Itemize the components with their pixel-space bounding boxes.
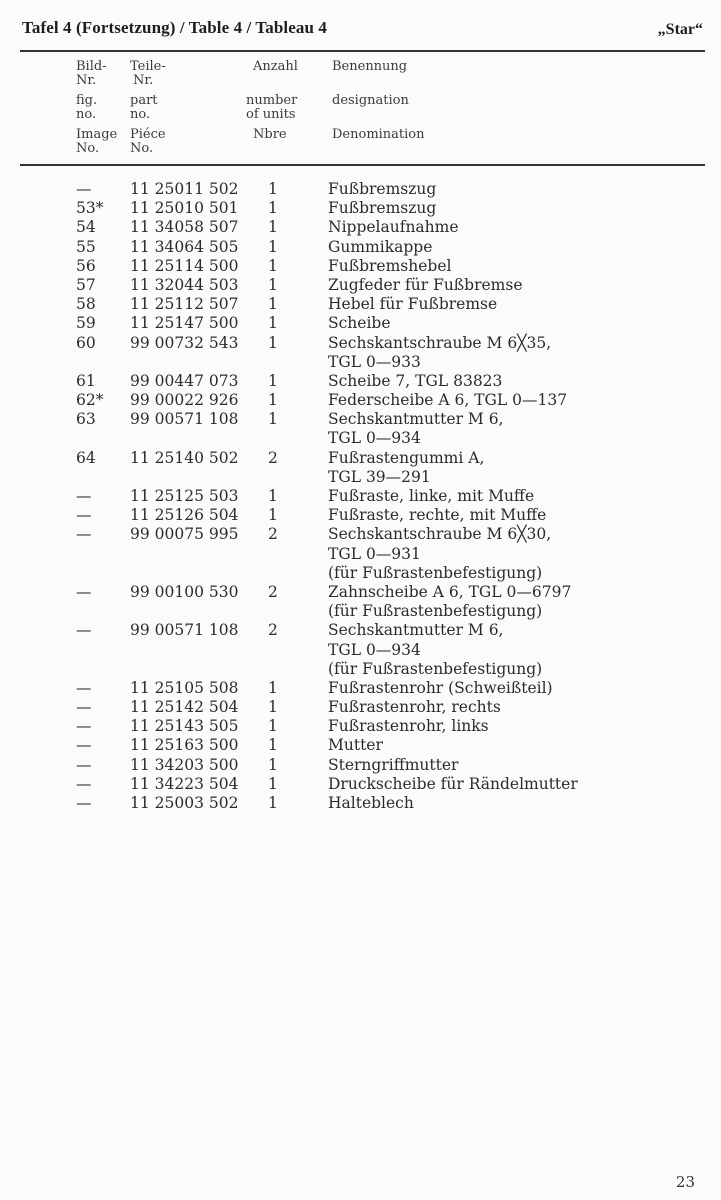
col-name-fr: Denomination xyxy=(332,127,425,142)
designation: Fußbremshebel xyxy=(328,256,452,275)
quantity: 1 xyxy=(268,237,278,256)
designation: Fußbremszug xyxy=(328,180,437,198)
part-number: 11 34064 505 xyxy=(130,237,239,256)
table-row-continuation xyxy=(0,468,721,487)
part-number: 11 34223 504 xyxy=(130,774,239,793)
quantity: 2 xyxy=(268,582,278,601)
designation: Sechskantmutter M 6, xyxy=(328,410,504,429)
quantity: 1 xyxy=(268,410,278,429)
col-fig-en-2: no. xyxy=(76,107,97,122)
fig-number: 60 xyxy=(76,333,96,352)
fig-number: 59 xyxy=(76,314,96,333)
table-row xyxy=(0,506,721,525)
designation: (für Fußrastenbefestigung) xyxy=(328,563,543,582)
col-part-fr-2: No. xyxy=(130,141,154,156)
table-row xyxy=(0,257,721,276)
fig-number: 55 xyxy=(76,237,96,256)
designation: Mutter xyxy=(328,736,383,755)
designation: Fußrastenrohr (Schweißteil) xyxy=(328,678,553,697)
part-number: 11 25010 501 xyxy=(130,199,239,218)
designation: Fußrastengummi A, xyxy=(328,448,485,467)
column-header-qty xyxy=(246,60,298,142)
designation: Hebel für Fußbremse xyxy=(328,295,498,314)
designation: Scheibe xyxy=(328,314,391,333)
fig-number: — xyxy=(76,755,92,774)
fig-number: 56 xyxy=(76,256,96,275)
fig-number: 58 xyxy=(76,295,96,314)
part-number: 11 32044 503 xyxy=(130,275,239,294)
table-row xyxy=(0,314,721,333)
quantity: 1 xyxy=(268,180,278,198)
designation: Fußrastenrohr, rechts xyxy=(328,698,501,717)
designation: Sterngriffmutter xyxy=(328,755,459,774)
table-row-continuation xyxy=(0,641,721,660)
table-row xyxy=(0,391,721,410)
part-number: 99 00100 530 xyxy=(130,582,239,601)
quantity: 1 xyxy=(268,774,278,793)
table-title: Tafel 4 (Fortsetzung) / Table 4 / Tableau 4 xyxy=(22,18,327,37)
designation: Halteblech xyxy=(328,794,414,812)
part-number: 11 25142 504 xyxy=(130,698,239,717)
fig-number: — xyxy=(76,621,92,640)
designation: TGL 0—934 xyxy=(328,640,421,659)
col-part-de: Teile- xyxy=(130,59,166,74)
table-row xyxy=(0,736,721,755)
designation: Druckscheibe für Rändelmutter xyxy=(328,774,578,793)
designation: Sechskantschraube M 6╳35, xyxy=(328,333,552,352)
col-fig-fr-2: No. xyxy=(76,141,100,156)
fig-number: — xyxy=(76,487,92,505)
parts-table xyxy=(0,180,721,813)
col-part-fr: Piéce xyxy=(130,127,166,142)
table-row xyxy=(0,199,721,218)
column-header-part xyxy=(130,60,166,156)
model-name: „Star“ xyxy=(657,21,703,38)
table-row xyxy=(0,679,721,698)
table-row-continuation xyxy=(0,545,721,564)
part-number: 11 25112 507 xyxy=(130,295,239,314)
quantity: 1 xyxy=(268,199,278,218)
part-number: 11 25143 505 xyxy=(130,717,239,736)
quantity: 1 xyxy=(268,275,278,294)
part-number: 99 00022 926 xyxy=(130,391,239,410)
header-divider xyxy=(20,164,705,166)
table-row xyxy=(0,621,721,640)
quantity: 1 xyxy=(268,678,278,697)
designation: Sechskantmutter M 6, xyxy=(328,621,504,640)
column-header-fig xyxy=(76,60,117,156)
fig-number: — xyxy=(76,525,92,544)
fig-number: 61 xyxy=(76,371,96,390)
part-number: 11 34058 507 xyxy=(130,218,239,237)
table-row xyxy=(0,238,721,257)
designation: TGL 0—934 xyxy=(328,429,421,448)
part-number: 11 25114 500 xyxy=(130,256,239,275)
col-qty-en: number xyxy=(246,93,298,108)
designation: Scheibe 7, TGL 83823 xyxy=(328,371,503,390)
part-number: 11 25163 500 xyxy=(130,736,239,755)
quantity: 1 xyxy=(268,371,278,390)
column-header-name xyxy=(332,60,425,142)
table-row xyxy=(0,583,721,602)
quantity: 1 xyxy=(268,755,278,774)
quantity: 1 xyxy=(268,717,278,736)
designation: Fußraste, rechte, mit Muffe xyxy=(328,506,547,525)
designation: Zugfeder für Fußbremse xyxy=(328,275,523,294)
quantity: 1 xyxy=(268,487,278,505)
fig-number: — xyxy=(76,582,92,601)
table-row xyxy=(0,698,721,717)
quantity: 1 xyxy=(268,794,278,812)
fig-number: — xyxy=(76,774,92,793)
col-fig-de: Bild- xyxy=(76,59,107,74)
table-row-continuation xyxy=(0,660,721,679)
quantity: 1 xyxy=(268,391,278,410)
part-number: 11 25003 502 xyxy=(130,794,239,812)
part-number: 11 25140 502 xyxy=(130,448,239,467)
page-number: 23 xyxy=(675,1173,695,1191)
table-row xyxy=(0,487,721,506)
part-number: 11 25126 504 xyxy=(130,506,239,525)
table-row xyxy=(0,180,721,199)
table-row xyxy=(0,410,721,429)
col-fig-de-2: Nr. xyxy=(76,73,97,88)
table-row xyxy=(0,775,721,794)
designation: Fußrastenrohr, links xyxy=(328,717,489,736)
fig-number: — xyxy=(76,794,92,812)
table-row xyxy=(0,334,721,353)
table-row-continuation xyxy=(0,564,721,583)
designation: Nippelaufnahme xyxy=(328,218,459,237)
quantity: 1 xyxy=(268,218,278,237)
fig-number: 63 xyxy=(76,410,96,429)
quantity: 1 xyxy=(268,314,278,333)
designation: Federscheibe A 6, TGL 0—137 xyxy=(328,391,568,410)
quantity: 1 xyxy=(268,295,278,314)
part-number: 11 25125 503 xyxy=(130,487,239,505)
part-number: 99 00732 543 xyxy=(130,333,239,352)
col-fig-fr: Image xyxy=(76,127,118,142)
quantity: 1 xyxy=(268,506,278,525)
fig-number: — xyxy=(76,678,92,697)
designation: TGL 0—931 xyxy=(328,544,421,563)
col-qty-en-2: of units xyxy=(246,107,296,122)
fig-number: — xyxy=(76,698,92,717)
part-number: 11 25105 508 xyxy=(130,678,239,697)
fig-number: 62* xyxy=(76,391,104,410)
top-divider xyxy=(20,50,705,52)
part-number: 99 00571 108 xyxy=(130,621,239,640)
table-row xyxy=(0,295,721,314)
quantity: 1 xyxy=(268,698,278,717)
quantity: 2 xyxy=(268,448,278,467)
fig-number: 54 xyxy=(76,218,96,237)
designation: Fußbremszug xyxy=(328,199,437,218)
fig-number: — xyxy=(76,717,92,736)
quantity: 1 xyxy=(268,333,278,352)
part-number: 99 00075 995 xyxy=(130,525,239,544)
designation: (für Fußrastenbefestigung) xyxy=(328,659,543,678)
col-name-de: Benennung xyxy=(332,59,408,74)
table-row xyxy=(0,276,721,295)
part-number: 99 00571 108 xyxy=(130,410,239,429)
designation: TGL 0—933 xyxy=(328,352,421,371)
designation: Gummikappe xyxy=(328,237,433,256)
col-part-en: part xyxy=(130,93,158,108)
table-row-continuation xyxy=(0,602,721,621)
fig-number: 53* xyxy=(76,199,104,218)
table-row xyxy=(0,717,721,736)
table-row xyxy=(0,372,721,391)
table-row-continuation xyxy=(0,429,721,448)
table-row xyxy=(0,794,721,813)
table-row xyxy=(0,218,721,237)
designation: TGL 39—291 xyxy=(328,467,431,486)
designation: Sechskantschraube M 6╳30, xyxy=(328,525,552,544)
col-name-en: designation xyxy=(332,93,409,108)
quantity: 1 xyxy=(268,736,278,755)
fig-number: 64 xyxy=(76,448,96,467)
table-row-continuation xyxy=(0,353,721,372)
designation: Fußraste, linke, mit Muffe xyxy=(328,487,535,505)
fig-number: — xyxy=(76,506,92,525)
designation: Zahnscheibe A 6, TGL 0—6797 xyxy=(328,582,572,601)
part-number: 11 25011 502 xyxy=(130,180,239,198)
table-row xyxy=(0,756,721,775)
table-row xyxy=(0,449,721,468)
fig-number: — xyxy=(76,180,92,198)
part-number: 11 34203 500 xyxy=(130,755,239,774)
col-part-de-2: Nr. xyxy=(133,73,154,88)
col-fig-en: fig. xyxy=(76,93,98,108)
designation: (für Fußrastenbefestigung) xyxy=(328,602,543,621)
fig-number: 57 xyxy=(76,275,96,294)
table-row xyxy=(0,525,721,544)
quantity: 1 xyxy=(268,256,278,275)
col-part-en-2: no. xyxy=(130,107,151,122)
fig-number: — xyxy=(76,736,92,755)
part-number: 11 25147 500 xyxy=(130,314,239,333)
part-number: 99 00447 073 xyxy=(130,371,239,390)
col-qty-de: Anzahl xyxy=(253,59,298,74)
col-qty-fr: Nbre xyxy=(253,127,287,142)
quantity: 2 xyxy=(268,621,278,640)
quantity: 2 xyxy=(268,525,278,544)
